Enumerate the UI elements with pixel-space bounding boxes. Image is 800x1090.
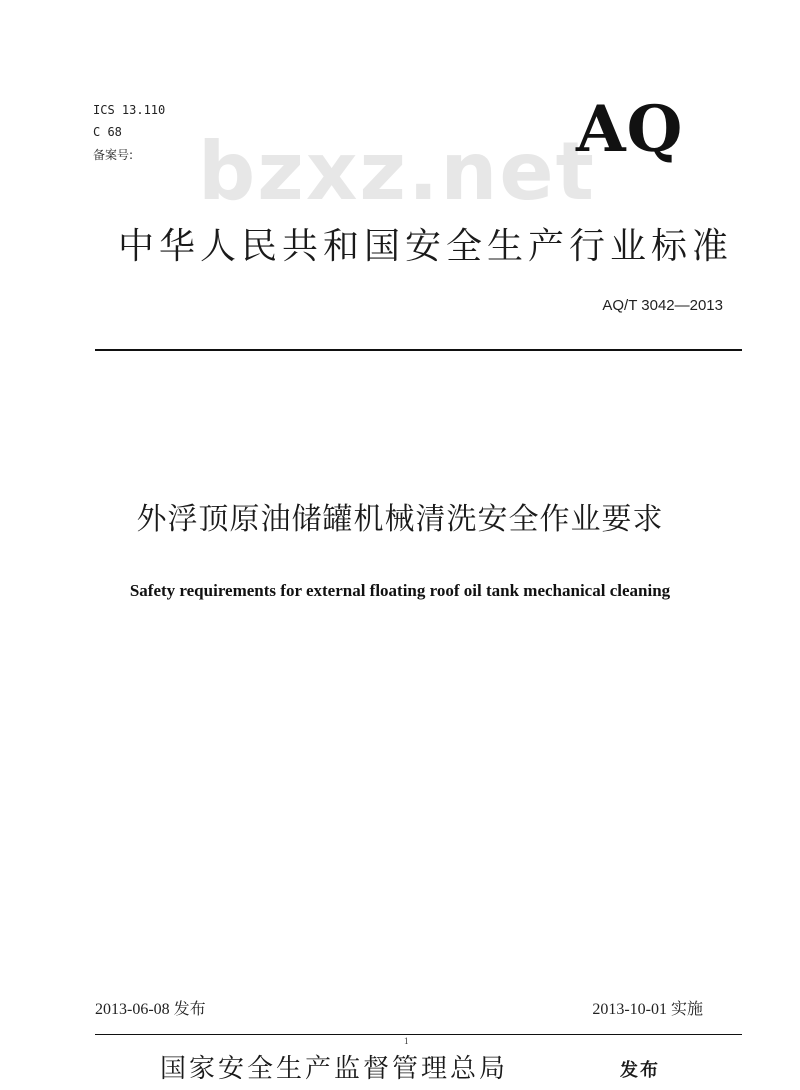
- page-number: 1: [404, 1036, 409, 1046]
- ics-code: ICS 13.110: [93, 103, 166, 117]
- aq-logo: AQ: [576, 92, 684, 167]
- watermark: bzxz.net: [198, 125, 596, 218]
- publish-label: 发布: [620, 1060, 660, 1081]
- document-title-english: Safety requirements for external floating roof oil tank mechanical cleaning: [129, 581, 671, 600]
- standard-number: AQ/T 3042—2013: [602, 297, 723, 314]
- document-title-chinese: 外浮顶原油储罐机械清洗安全作业要求: [136, 502, 664, 537]
- standard-category-title: 中华人民共和国安全生产行业标准: [118, 226, 734, 267]
- issue-date: 2013-06-08 发布: [95, 1001, 206, 1018]
- implementation-date: 2013-10-01 实施: [592, 1001, 703, 1018]
- publisher-name: 国家安全生产监督管理总局: [160, 1054, 509, 1084]
- record-number-label: 备案号:: [93, 148, 134, 162]
- ccs-code: C 68: [93, 125, 122, 139]
- bottom-divider: [95, 1034, 742, 1035]
- top-divider: [95, 349, 742, 351]
